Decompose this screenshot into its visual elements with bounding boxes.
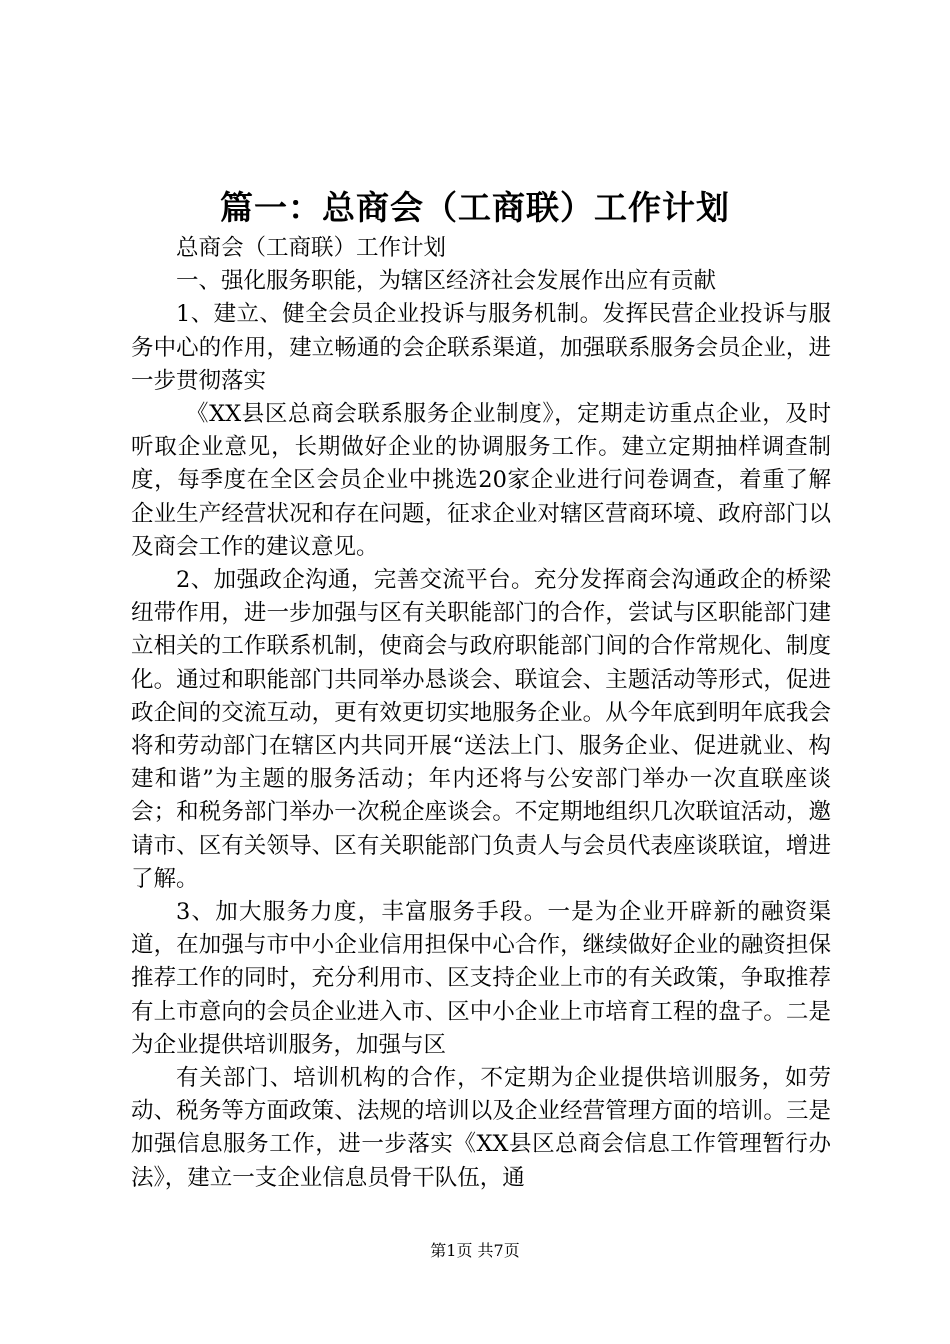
paragraph-item-3-continued: 有关部门、培训机构的合作，不定期为企业提供培训服务，如劳动、税务等方面政策、法规的培训以及企业经营管理方面的培训。三是加强信息服务工作，进一步落实《XX县区总商会信息工作管理暂行办法》，建立一支企业信息员骨干队伍，通 — [131, 1065, 831, 1191]
paragraph-section-heading: 一、强化服务职能，为辖区经济社会发展作出应有贡献 — [176, 268, 717, 295]
paragraph-item-1-continued: 《XX县区总商会联系服务企业制度》，定期走访重点企业，及时听取企业意见，长期做好企业的协调服务工作。建立定期抽样调查制度，每季度在全区会员企业中挑选20家企业进行问卷调查，着重了解企业生产经营状况和存在问题，征求企业对辖区营商环境、政府部门以及商会工作的建议意见。 — [131, 401, 831, 560]
paragraph-item-2: 2、加强政企沟通，完善交流平台。充分发挥商会沟通政企的桥梁纽带作用，进一步加强与区有关职能部门的合作，尝试与区职能部门建立相关的工作联系机制，使商会与政府职能部门间的合作常规化、制度化。通过和职能部门共同举办恳谈会、联谊会、主题活动等形式，促进政企间的交流互动，更有效更切实地服务企业。从今年底到明年底我会将和劳动部门在辖区内共同开展“送法上门、服务企业、促进就业、构建和谐”为主题的服务活动；年内还将与公安部门举办一次直联座谈会；和税务部门举办一次税企座谈会。不定期地组织几次联谊活动，邀请市、区有关领导、区有关职能部门负责人与会员代表座谈联谊，增进了解。 — [131, 567, 831, 892]
paragraph-subtitle: 总商会（工商联）工作计划 — [176, 235, 447, 261]
paragraph-item-3: 3、加大服务力度，丰富服务手段。一是为企业开辟新的融资渠道，在加强与市中小企业信用担保中心合作，继续做好企业的融资担保推荐工作的同时，充分利用市、区支持企业上市的有关政策，争取推荐有上市意向的会员企业进入市、区中小企业上市培育工程的盘子。二是为企业提供培训服务，加强与区 — [131, 899, 831, 1058]
page-number: 第1页 共7页 — [430, 1241, 520, 1260]
document-body — [131, 232, 831, 1195]
document-title: 篇一：总商会（工商联）工作计划 — [220, 188, 730, 227]
paragraph-item-1: 1、建立、健全会员企业投诉与服务机制。发挥民营企业投诉与服务中心的作用，建立畅通的会企联系渠道，加强联系服务会员企业，进一步贯彻落实 — [131, 301, 831, 394]
